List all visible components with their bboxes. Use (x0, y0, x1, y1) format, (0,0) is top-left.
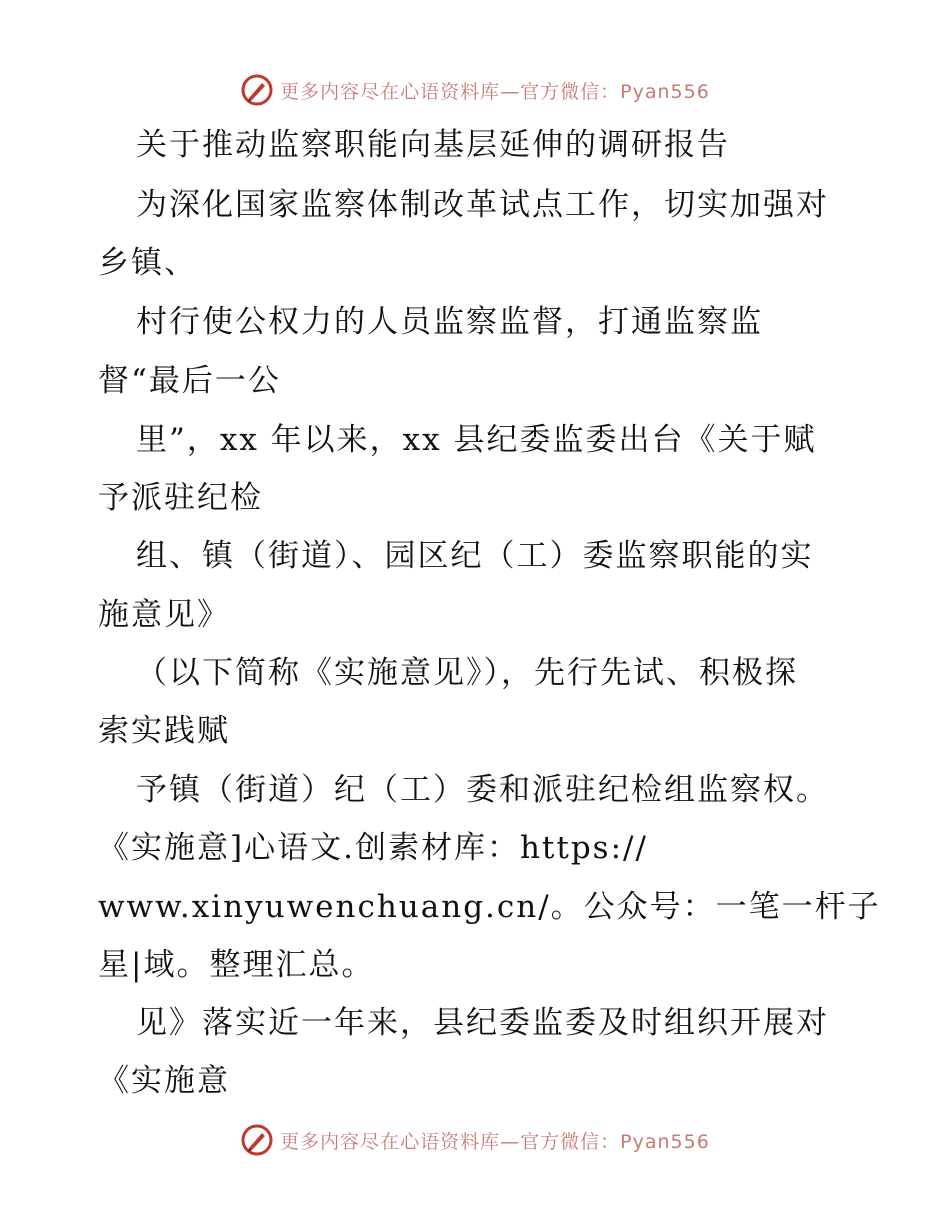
text-line: 《实施意]心语文.创素材库：https:// (98, 830, 648, 866)
text-line: 里”，xx 年以来，xx 县纪委监委出台《关于赋 (136, 422, 817, 458)
text-line: 村行使公权力的人员监察监督，打通监察监 (136, 304, 763, 340)
text-line: www.xinyuwenchuang.cn/。公众号：一笔一杆子 (98, 889, 881, 925)
text-line: 乡镇、 (98, 245, 197, 281)
watermark-footer (0, 1120, 950, 1160)
text-line: 督“最后一公 (98, 363, 281, 399)
text-line: 星|域。整理汇总。 (98, 947, 375, 983)
text-line: 见》落实近一年来，县纪委监委及时组织开展对 (136, 1005, 829, 1041)
text-line: 予派驻纪检 (98, 480, 263, 516)
pen-logo-icon (240, 73, 274, 107)
pen-logo-icon (240, 1123, 274, 1157)
text-line: 予镇（街道）纪（工）委和派驻纪检组监察权。 (136, 772, 829, 808)
text-line: 组、镇（街道）、园区纪（工）委监察职能的实 (136, 538, 814, 574)
text-line: （以下简称《实施意见》），先行先试、积极探 (136, 655, 798, 691)
watermark-header (0, 70, 950, 110)
text-line: 索实践赋 (98, 713, 230, 749)
text-line: 施意见》 (98, 597, 230, 633)
document-title: 关于推动监察职能向基层延伸的调研报告 (136, 127, 730, 163)
text-line: 《实施意 (98, 1063, 230, 1099)
watermark-text: 更多内容尽在心语资料库—官方微信：Pyan556 (280, 1130, 710, 1153)
watermark-text: 更多内容尽在心语资料库—官方微信：Pyan556 (280, 80, 710, 103)
text-line: 为深化国家监察体制改革试点工作，切实加强对 (136, 187, 829, 223)
